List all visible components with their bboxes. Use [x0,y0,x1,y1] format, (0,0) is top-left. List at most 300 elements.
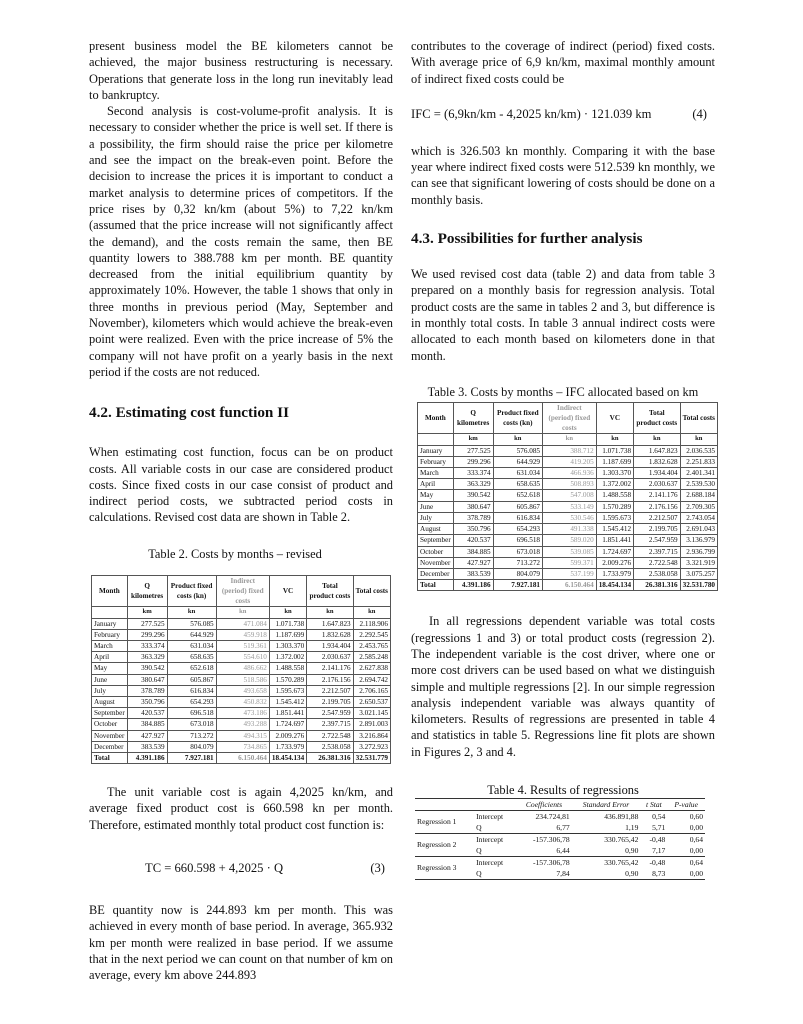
table4-row [415,856,705,868]
table-cell: September [92,708,128,719]
table3-caption: Table 3. Costs by months – IFC allocated based on km [427,384,699,399]
table-cell: March [418,468,454,479]
table-cell: 384.885 [453,546,493,557]
table-cell: November [92,730,128,741]
table-cell: 2.547.959 [307,708,353,719]
table-row [418,479,718,490]
table4-value: 0,64 [689,834,703,844]
table-cell: 3.321.919 [680,557,717,568]
table2-header-indirect: Indirect (period) fixed costs [216,575,269,607]
table-cell: 486.662 [216,663,269,674]
table-cell: July [418,512,454,523]
table-cell: Total [418,580,454,591]
table4-value: -0,48 [649,834,666,844]
table-4 [415,798,705,880]
table3-total-row [418,580,718,591]
table-row [92,674,391,685]
table-cell: 2.538.058 [634,568,681,579]
table3-header-row [418,402,718,434]
table4-header-row [415,798,705,810]
table-cell: 2.743.054 [680,512,717,523]
table-cell: 1.733.979 [269,741,306,752]
table-cell: 494.315 [216,730,269,741]
table-cell: 277.525 [453,445,493,456]
table-cell: 299.296 [453,456,493,467]
table-cell: 7.927.181 [493,580,542,591]
table-cell: 6.150.464 [216,752,269,763]
table3-header-indirect: Indirect (period) fixed costs [543,402,597,434]
table-cell: September [418,535,454,546]
table4-group-label: Regression 2 [417,840,457,850]
table3-unit: kn [596,434,633,445]
table-cell: 333.374 [453,468,493,479]
table-row [92,730,391,741]
table-cell: December [92,741,128,752]
table-cell: 384.885 [127,719,167,730]
section-heading-4-2: 4.2. Estimating cost function II [89,404,289,422]
table-row [418,501,718,512]
table-cell: 350.796 [127,696,167,707]
table4-value: 0,54 [652,811,666,821]
table4-value: 436.891,88 [604,811,639,821]
table2-header-q: Q kilometres [127,575,167,607]
table2-unit: kn [353,607,390,618]
table-cell: 1.545.412 [269,696,306,707]
table-cell: 2.009.276 [269,730,306,741]
table-row [418,557,718,568]
table-cell: 2.009.276 [596,557,633,568]
table2-total-row [92,752,391,763]
table4-value: 0,00 [689,868,703,878]
table-cell: 631.034 [493,468,542,479]
table-cell: 508.893 [543,479,597,490]
table-cell: 658.635 [493,479,542,490]
table2-unit: kn [167,607,216,618]
table4-value: 0,00 [689,845,703,855]
table-cell: August [418,524,454,535]
table-cell: 1.071.738 [596,445,633,456]
table-cell: 491.338 [543,524,597,535]
table-cell: August [92,696,128,707]
section-heading-4-3: 4.3. Possibilities for further analysis [411,230,643,248]
table2-unit: kn [269,607,306,618]
table-cell: 2.212.507 [634,512,681,523]
table-row [418,445,718,456]
table4-value: 8,73 [652,868,666,878]
table4-value: 330.765,42 [604,857,639,867]
table-cell: 2.650.537 [353,696,390,707]
table4-term: Intercept [476,811,504,821]
table3-header-total-product: Total product costs [634,402,681,434]
table-row [418,456,718,467]
table4-value: -157.306,78 [532,857,570,867]
table-cell: 2.538.058 [307,741,353,752]
table-cell: 2.453.765 [353,640,390,651]
table4-value: 234.724,81 [535,811,570,821]
table-cell: 713.272 [167,730,216,741]
table-cell: 1.595.673 [269,685,306,696]
table-cell: 378.789 [127,685,167,696]
table-cell: 4.391.186 [127,752,167,763]
table4-term: Q [476,822,482,832]
table-row [418,512,718,523]
table-cell: 1.832.628 [307,629,353,640]
table4-group-label: Regression 1 [417,817,457,827]
table-cell: 1.851.441 [596,535,633,546]
equation-3-text: TC = 660.598 + 4,2025 · Q [145,861,284,876]
table-cell: 380.647 [127,674,167,685]
table-cell: 3.136.979 [680,535,717,546]
table2-body [92,618,391,764]
table2-header-product-fixed: Product fixed costs (kn) [167,575,216,607]
table-cell: 605.867 [493,501,542,512]
right-para-3: We used revised cost data (table 2) and data from table 3 prepared on a monthly basis for regression analysis. Total product costs are the same in tables 2 and 3, but difference is in monthly total costs. In table 3 annual indirect costs were allocated to each month based on kilometers done in that month. [411,267,715,363]
left-para-3: When estimating cost function, focus can be on product costs. All variable costs in our case are considered product costs. Since fixed costs in our case consist of product and indirect period costs, we subtracted period costs in calculations. Revised cost data are shown in Table 2. [89,445,393,525]
table-cell: 450.832 [216,696,269,707]
table2-unit: kn [307,607,353,618]
table2-header-total-product: Total product costs [307,575,353,607]
table-cell: February [418,456,454,467]
table4-term: Q [476,845,482,855]
table-cell: 1.372.002 [596,479,633,490]
table-cell: 277.525 [127,618,167,629]
table-cell: 473.186 [216,708,269,719]
table-cell: 350.796 [453,524,493,535]
table4-header [415,798,474,810]
table4-value: 1,19 [625,822,639,832]
table-cell: Total [92,752,128,763]
table3-body [418,445,718,591]
table-cell: February [92,629,128,640]
table-cell: 599.371 [543,557,597,568]
table-cell: 2.936.799 [680,546,717,557]
table-cell: 2.251.833 [680,456,717,467]
table-cell: 1.488.558 [596,490,633,501]
table-cell: 1.071.738 [269,618,306,629]
table4-header [474,798,516,810]
table4-value: 0,90 [625,868,639,878]
table2-header-total-costs: Total costs [353,575,390,607]
table2-unit: kn [216,607,269,618]
table-cell: 18.454.134 [596,580,633,591]
table-cell: January [92,618,128,629]
table-cell: 1.187.699 [596,456,633,467]
table2-header-vc: VC [269,575,306,607]
table-cell: 616.834 [167,685,216,696]
table-cell: 2.694.742 [353,674,390,685]
table-cell: 3.272.923 [353,741,390,752]
table-cell: 804.079 [167,741,216,752]
table-cell: 2.401.341 [680,468,717,479]
table4-value: 0,90 [625,845,639,855]
table-cell: 589.020 [543,535,597,546]
table3-unit: kn [493,434,542,445]
table-cell: June [418,501,454,512]
table-row [92,719,391,730]
table-cell: 616.834 [493,512,542,523]
table-cell: 2.176.156 [634,501,681,512]
table4-value: 5,71 [652,822,666,832]
left-para-5: BE quantity now is 244.893 km per month. This was achieved in every month of base period. In average, 365.932 km per month were realized in base period. If we assume that in the next period we can count on that number of km on average, every km above 244.893 [89,903,393,983]
equation-4-text: IFC = (6,9kn/km - 4,2025 kn/km) · 121.039 km [411,106,652,121]
table-row [418,535,718,546]
table-cell: 420.537 [127,708,167,719]
table-cell: 576.085 [493,445,542,456]
table-cell: 2.141.176 [634,490,681,501]
table-cell: 2.722.548 [307,730,353,741]
table-cell: 1.488.558 [269,663,306,674]
table-cell: 427.927 [127,730,167,741]
table-cell: 2.688.184 [680,490,717,501]
table-cell: 734.865 [216,741,269,752]
table4-value: -157.306,78 [532,834,570,844]
table-cell: 2.539.530 [680,479,717,490]
table-cell: January [418,445,454,456]
table-cell: 1.724.697 [269,719,306,730]
table4-caption: Table 4. Results of regressions [487,782,639,797]
table-cell: 32.531.780 [680,580,717,591]
table-cell: 2.547.959 [634,535,681,546]
table2-unit [92,607,128,618]
table-cell: 2.722.548 [634,557,681,568]
table-cell: 1.545.412 [596,524,633,535]
table-cell: July [92,685,128,696]
table-row [92,696,391,707]
table-row [418,490,718,501]
table-cell: 1.733.979 [596,568,633,579]
table4-term: Intercept [476,834,504,844]
table-cell: 554.610 [216,652,269,663]
table2-unit: km [127,607,167,618]
table-cell: 2.176.156 [307,674,353,685]
table2-header-month: Month [92,575,128,607]
table-cell: 1.595.673 [596,512,633,523]
table4-value: 6,44 [556,845,570,855]
table-row [92,629,391,640]
table-cell: 3.216.864 [353,730,390,741]
table-cell: June [92,674,128,685]
table-cell: 652.618 [493,490,542,501]
table-cell: 2.030.637 [634,479,681,490]
table-cell: 1.372.002 [269,652,306,663]
table-cell: 2.691.043 [680,524,717,535]
table4-header-p-value: P-value [674,799,698,809]
table-row [92,640,391,651]
table-cell: 2.585.248 [353,652,390,663]
table-cell: 673.018 [167,719,216,730]
table-cell: 644.929 [493,456,542,467]
table-cell: 533.149 [543,501,597,512]
table-row [418,546,718,557]
table-cell: 427.927 [453,557,493,568]
table-cell: May [418,490,454,501]
table-cell: November [418,557,454,568]
table-cell: May [92,663,128,674]
table-cell: 658.635 [167,652,216,663]
table3-unit [418,434,454,445]
table-cell: 1.303.370 [596,468,633,479]
table-cell: 2.118.906 [353,618,390,629]
table3-unit: km [453,434,493,445]
table-cell: 631.034 [167,640,216,651]
table-cell: 696.518 [167,708,216,719]
table4-term: Q [476,868,482,878]
table-cell: 2.706.165 [353,685,390,696]
table-cell: 3.021.145 [353,708,390,719]
table-cell: 1.832.628 [634,456,681,467]
table4-body [415,810,705,879]
table3-unit: kn [543,434,597,445]
table-cell: 547.008 [543,490,597,501]
table-cell: 493.288 [216,719,269,730]
table3-unit: kn [680,434,717,445]
right-para-1: contributes to the coverage of indirect (period) fixed costs. With average price of 6,9 kn/km, maximal monthly amount of indirect fixed costs could be [411,39,715,86]
table-cell: 7.927.181 [167,752,216,763]
table-row [92,663,391,674]
right-column [411,38,715,880]
table3-header-total-costs: Total costs [680,402,717,434]
table-cell: 2.397.715 [307,719,353,730]
table-2 [91,575,391,764]
table-cell: 2.212.507 [307,685,353,696]
table-cell: 363.329 [453,479,493,490]
table-row [418,568,718,579]
table-cell: 1.303.370 [269,640,306,651]
table-cell: December [418,568,454,579]
table-cell: 299.296 [127,629,167,640]
left-para-1: present business model the BE kilometers cannot be achieved, the major business restructuring is necessary. Operations that generate loss in the long run inevitably lead to bankruptcy. [89,39,393,102]
table-cell: 654.293 [167,696,216,707]
table4-value: 330.765,42 [604,834,639,844]
table-cell: 696.518 [493,535,542,546]
table-cell: 537.199 [543,568,597,579]
table-cell: 1.570.289 [269,674,306,685]
table-cell: 2.397.715 [634,546,681,557]
table-row [92,708,391,719]
table-cell: 378.789 [453,512,493,523]
table-cell: 2.030.637 [307,652,353,663]
table-cell: 459.918 [216,629,269,640]
table-cell: 493.658 [216,685,269,696]
table-cell: 605.867 [167,674,216,685]
table-cell: 530.546 [543,512,597,523]
table-cell: 26.381.316 [307,752,353,763]
table-cell: 519.361 [216,640,269,651]
table4-value: 0,00 [689,822,703,832]
table-cell: 576.085 [167,618,216,629]
table4-row [415,833,705,845]
table-cell: 1.647.823 [307,618,353,629]
table-cell: 4.391.186 [453,580,493,591]
left-para-2: Second analysis is cost-volume-profit analysis. It is necessary to consider whether the price is well set. If there is a possibility, the firm should raise the price per kilometre and see the impact on the break-even point. Before the decision to increase the prices it is important to conduct a market analysis to determine prices of competitors. If the price rises by 0,32 kn/km (about 5%) to 7,22 kn/km (assumed that the price increase will not significantly affect the demand), and the costs remain the same, then BE quantity lowers to 388.788 km per month. BE quantity decreased from the initial equilibrium quantity by approximately 10%. However, the table 1 shows that only in three months in previous period (May, September and November), kilometers which would achieve the break-even point were realized. Even with the price increase of 5% the company will not have profit on a yearly basis in the next period if the costs are not reduced. [89,104,393,379]
table4-group-label: Regression 3 [417,863,457,873]
equation-4 [411,107,715,125]
table-cell: April [418,479,454,490]
table-cell: 1.851.441 [269,708,306,719]
table-cell: 1.934.404 [634,468,681,479]
table3-header-product-fixed: Product fixed costs (kn) [493,402,542,434]
table2-caption: Table 2. Costs by months – revised [148,546,322,561]
table4-value: 7,17 [652,845,666,855]
table4-value: 6,77 [556,822,570,832]
table-cell: 2.292.545 [353,629,390,640]
table-cell: 539.085 [543,546,597,557]
table2-unit-row [92,607,391,618]
table-cell: 1.724.697 [596,546,633,557]
table-cell: 2.627.838 [353,663,390,674]
table-cell: 2.199.705 [307,696,353,707]
right-para-2: which is 326.503 kn monthly. Comparing it with the base year where indirect fixed costs were 512.539 kn monthly, we can see that significant lowering of costs should be done on a monthly basis. [411,143,715,207]
table3-header-vc: VC [596,402,633,434]
equation-3 [89,861,393,879]
table2-header-row [92,575,391,607]
table3-header-month: Month [418,402,454,434]
table-cell: 363.329 [127,652,167,663]
equation-4-number: (4) [692,106,707,121]
table-cell: 466.936 [543,468,597,479]
table-cell: 1.187.699 [269,629,306,640]
table-3 [417,402,718,591]
table-cell: 1.647.823 [634,445,681,456]
table-cell: 652.618 [167,663,216,674]
table-cell: 654.293 [493,524,542,535]
table-cell: 390.542 [453,490,493,501]
table4-value: 7,84 [556,868,570,878]
table-cell: 1.934.404 [307,640,353,651]
table-cell: 2.036.535 [680,445,717,456]
table-cell: October [92,719,128,730]
table-cell: 673.018 [493,546,542,557]
table-cell: 380.647 [453,501,493,512]
table-cell: 18.454.134 [269,752,306,763]
table-row [418,524,718,535]
right-para-4: In all regressions dependent variable was total costs (regressions 1 and 3) or total product costs (regression 2). The independent variable is the cost driver, where one or more cost drivers can be used based on what we distinguish simple and multiple regressions [2]. In our simple regression analysis independent variable was always quantity of kilometers. Results of regressions are presented in table 4 and statistics in table 5. Regressions line fit plots are shown in Figures 2, 3 and 4. [411,614,715,759]
table3-header-q: Q kilometres [453,402,493,434]
table4-value: 0,60 [689,811,703,821]
table-cell: 2.709.305 [680,501,717,512]
table-row [92,685,391,696]
table4-term: Intercept [476,857,504,867]
table-cell: 518.586 [216,674,269,685]
equation-3-number: (3) [370,861,385,876]
table4-value: 0,64 [689,857,703,867]
table4-value: -0,48 [649,857,666,867]
table-row [418,468,718,479]
table-cell: 713.272 [493,557,542,568]
table4-header-standard-error: Standard Error [582,799,630,809]
table-cell: 333.374 [127,640,167,651]
table-cell: 388.712 [543,445,597,456]
table4-header-t-stat: t Stat [645,799,662,809]
table3-unit: kn [634,434,681,445]
table-cell: 471.084 [216,618,269,629]
table-cell: 804.079 [493,568,542,579]
table-cell: 644.929 [167,629,216,640]
table-cell: 32.531.779 [353,752,390,763]
table-cell: 383.539 [127,741,167,752]
table-cell: 2.199.705 [634,524,681,535]
table-cell: 1.570.289 [596,501,633,512]
table-cell: March [92,640,128,651]
table-row [92,741,391,752]
table-cell: 3.075.257 [680,568,717,579]
table-cell: 26.381.316 [634,580,681,591]
table-cell: 420.537 [453,535,493,546]
table4-header-coefficients: Coefficients [525,799,563,809]
table-cell: April [92,652,128,663]
left-para-4: The unit variable cost is again 4,2025 kn/km, and average fixed product cost is 660.598 kn per month. Therefore, estimated monthly total product cost function is: [89,785,393,832]
table-cell: 390.542 [127,663,167,674]
